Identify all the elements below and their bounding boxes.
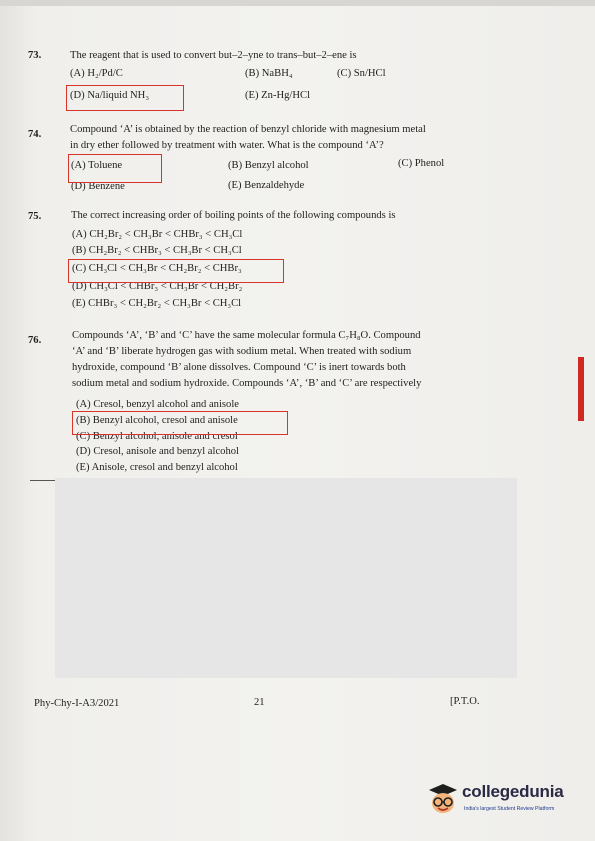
brand-tagline: India's largest Student Review Platform [464, 806, 555, 812]
option-c: (C) Sn/HCl [337, 68, 386, 79]
option-b: (B) Benzyl alcohol [228, 160, 309, 171]
option-d: (D) Na/liquid NH₃ [70, 90, 150, 101]
question-stem-line: ‘A’ and ‘B’ liberate hydrogen gas with sodium metal. When treated with sodium [72, 346, 412, 357]
question-stem: The reagent that is used to convert but–2–yne to trans–but–2–ene is [70, 50, 357, 61]
option-e: (E) Benzaldehyde [228, 180, 305, 191]
option-d: (D) Cresol, anisole and benzyl alcohol [76, 446, 239, 457]
question-stem-line: Compounds ‘A’, ‘B’ and ‘C’ have the same molecular formula C₇H₈O. Compound [72, 330, 421, 341]
option-a: (A) Toluene [71, 160, 123, 171]
page-top-edge [0, 0, 595, 6]
option-d: (D) CH₃Cl < CHBr₃ < CH₃Br < CH₂Br₂ [72, 281, 243, 292]
answer-mark-box [68, 154, 162, 183]
question-number: 75. [28, 211, 42, 222]
option-a: (A) Cresol, benzyl alcohol and anisole [76, 399, 239, 410]
option-b: (B) CH₂Br₂ < CHBr₃ < CH₃Br < CH₃Cl [72, 245, 242, 256]
paper-code: Phy-Chy-I-A3/2021 [34, 698, 120, 709]
question-number: 73. [28, 50, 42, 61]
pto-label: [P.T.O. [450, 696, 480, 707]
question-stem-line: Compound ‘A’ is obtained by the reaction of benzyl chloride with magnesium metal [70, 124, 426, 135]
divider [30, 480, 56, 481]
answer-mark-box [66, 85, 184, 111]
redacted-block [55, 478, 517, 678]
question-number: 74. [28, 129, 42, 140]
question-stem-line: hydroxide, compound ‘B’ alone dissolves. Compound ‘C’ is inert towards both [72, 362, 406, 373]
option-b: (B) NaBH₄ [245, 68, 293, 79]
option-a: (A) CH₂Br₂ < CH₃Br < CHBr₃ < CH₃Cl [72, 229, 243, 240]
option-b: (B) Benzyl alcohol, cresol and anisole [76, 415, 238, 426]
option-e: (E) CHBr₃ < CH₂Br₂ < CH₃Br < CH₃Cl [72, 298, 242, 309]
question-stem-line: sodium metal and sodium hydroxide. Compounds ‘A’, ‘B’ and ‘C’ are respectively [72, 378, 422, 389]
brand-name: collegedunia [462, 782, 564, 801]
option-c: (C) CH₃Cl < CH₃Br < CH₂Br₂ < CHBr₃ [72, 263, 242, 274]
binding-tag [578, 357, 584, 421]
question-stem: The correct increasing order of boiling points of the following compounds is [71, 210, 396, 221]
option-a: (A) H₂/Pd/C [70, 68, 123, 79]
question-number: 76. [28, 335, 42, 346]
option-c: (C) Phenol [398, 158, 445, 169]
option-d: (D) Benzene [71, 181, 125, 192]
page-number: 21 [254, 697, 265, 708]
option-c: (C) Benzyl alcohol, anisole and cresol [76, 431, 238, 442]
option-e: (E) Anisole, cresol and benzyl alcohol [76, 462, 238, 473]
mascot-icon [426, 780, 460, 816]
collegedunia-logo [426, 780, 576, 828]
answer-mark-box [68, 259, 284, 283]
answer-mark-box [72, 411, 288, 435]
question-stem-line: in dry ether followed by treatment with water. What is the compound ‘A’? [70, 140, 384, 151]
option-e: (E) Zn-Hg/HCl [245, 90, 311, 101]
